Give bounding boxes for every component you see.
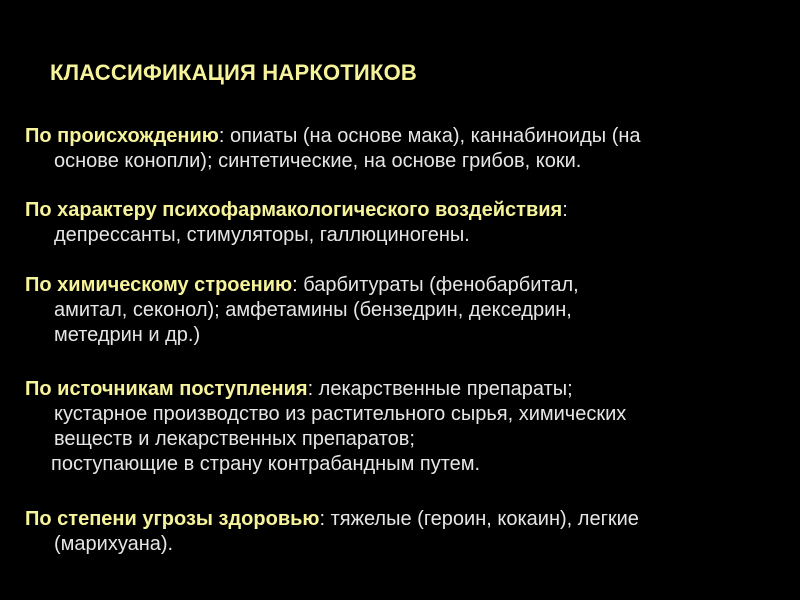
item-heading: По химическому строению xyxy=(25,274,293,296)
item-heading: По степени угрозы здоровью xyxy=(25,508,320,530)
item-text: опиаты (на основе мака), каннабиноиды (на xyxy=(224,125,641,147)
slide-title: КЛАССИФИКАЦИЯ НАРКОТИКОВ xyxy=(50,60,417,85)
item-heading: По происхождению xyxy=(25,125,219,147)
classification-origin xyxy=(25,124,785,174)
item-separator: : xyxy=(292,274,298,296)
item-line: основе конопли); синтетические, на основе грибов, коки. xyxy=(54,150,582,172)
item-line: амитал, секонол); амфетамины (бензедрин, декседрин, xyxy=(54,299,572,321)
classification-health-threat xyxy=(25,507,785,557)
item-line: (марихуана). xyxy=(54,533,174,555)
item-heading: По источникам поступления xyxy=(25,378,308,400)
classification-chemical-structure xyxy=(25,273,785,348)
item-line: метедрин и др.) xyxy=(54,324,201,346)
classification-supply-sources xyxy=(25,377,785,477)
item-separator: : xyxy=(218,125,225,147)
item-separator: : xyxy=(307,378,314,400)
item-line: депрессанты, стимуляторы, галлюциногены. xyxy=(54,224,470,246)
item-separator: : xyxy=(562,199,568,221)
item-line: веществ и лекарственных препаратов; xyxy=(54,428,415,450)
item-text: тяжелые (героин, кокаин), легкие xyxy=(325,508,639,530)
item-text: лекарственные препараты; xyxy=(313,378,573,400)
item-line: поступающие в страну контрабандным путем. xyxy=(51,453,481,475)
classification-psychopharmacological-effect xyxy=(25,198,785,248)
item-text: барбитураты (фенобарбитал, xyxy=(297,274,579,296)
item-heading: По характеру психофармакологического воздействия xyxy=(25,199,563,221)
item-line: кустарное производство из растительного сырья, химических xyxy=(54,403,627,425)
item-separator: : xyxy=(319,508,326,530)
